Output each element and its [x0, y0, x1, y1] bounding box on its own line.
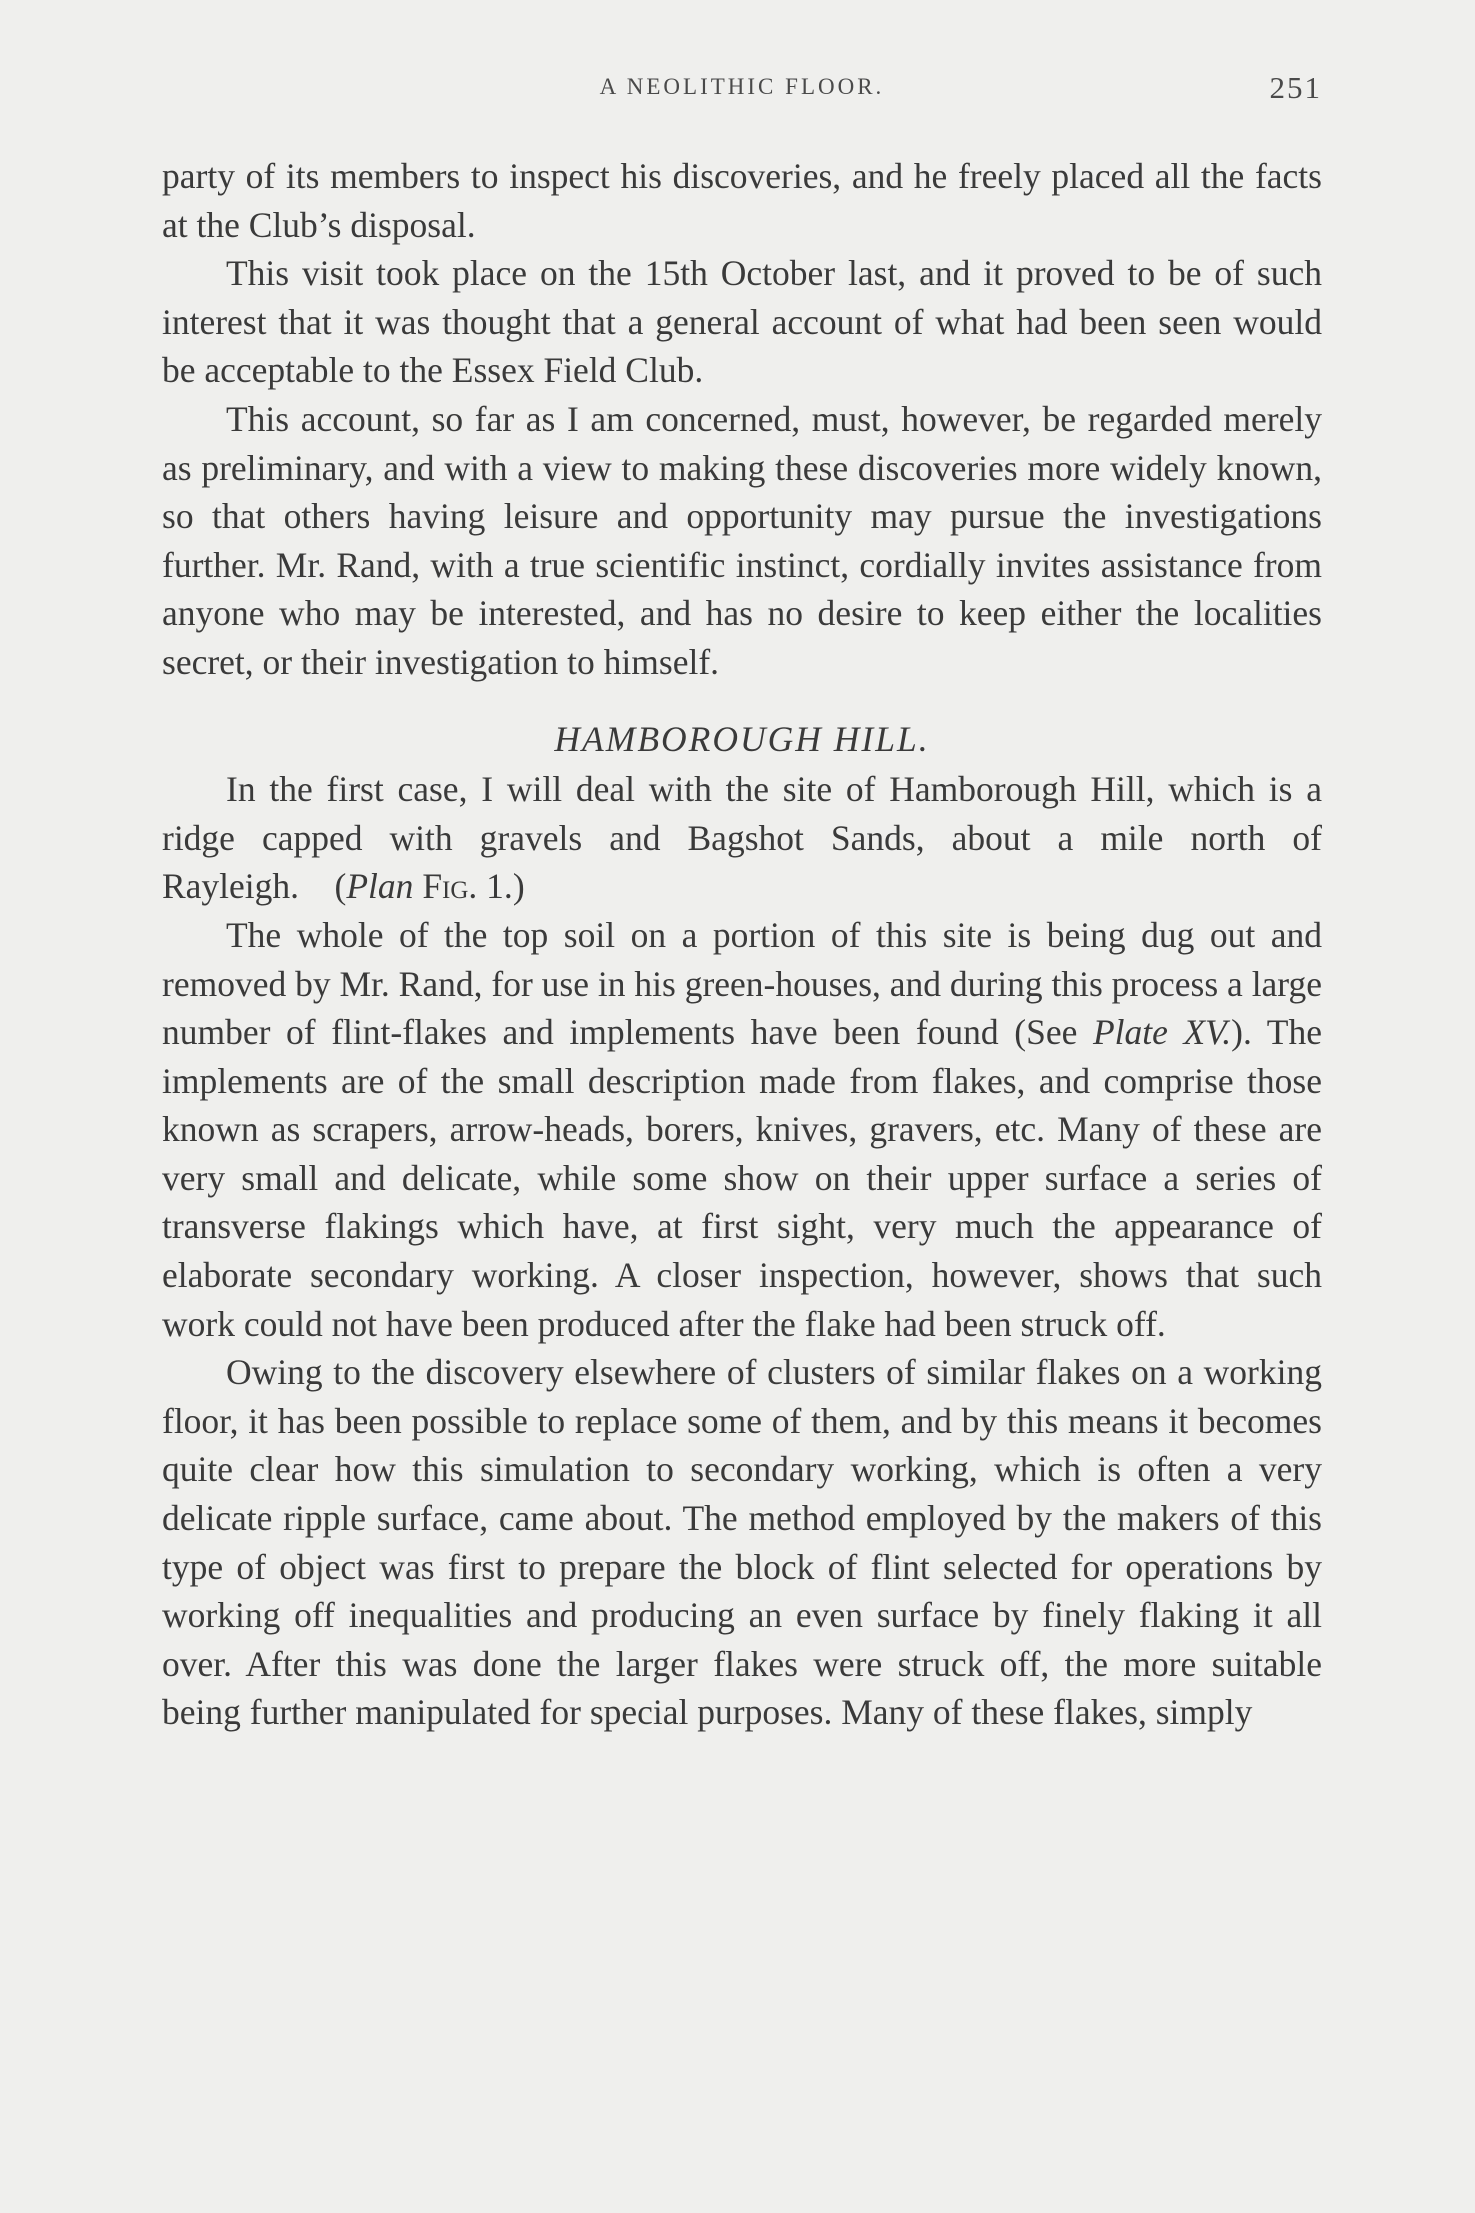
figure-reference: Fig. 1.: [422, 866, 513, 907]
paragraph-implements: [162, 911, 1322, 1348]
plan-close: ): [512, 866, 525, 907]
implements-text-a: The whole of the top soil on a portion of this site is being dug out and removed by Mr. Rand, for use in his green-houses, and during this process a large number of flint-flakes and implements have been found (See: [162, 914, 1322, 1053]
implements-text-b: ). The implements are of the small description made from flakes, and comprise those known as scrapers, arrow-heads, borers, knives, gravers, etc. Many of these are very small and delicate, while some show on their upper surface a series of transverse flakings which have, at first sight, very much the appearance of elaborate secondary working. A closer inspection, however, shows that such work could not have been produced after the flake had been struck off.: [162, 1012, 1322, 1344]
paragraph-site: [162, 765, 1322, 911]
plan-label: Plan: [346, 866, 414, 907]
page-number: 251: [1269, 70, 1322, 105]
paragraph-working-floor: Owing to the discovery elsewhere of clusters of similar flakes on a working floor, it has been possible to replace some of them, and by this means it becomes quite clear how this simulation to secondary working, which is often a very delicate ripple surface, came about. The method employed by the makers of this type of object was first to prepare the block of flint selected for operations by working off inequalities and producing an even surface by finely flaking it all over. After this was done the larger flakes were struck off, the more suitable being further manipulated for special purposes. Many of these flakes, simply: [162, 1352, 1322, 1733]
paragraph-account: This account, so far as I am concerned, must, however, be regarded merely as preliminary, and with a view to making these discoveries more widely known, so that others having leisure and opportunity may pursue the investigations further. Mr. Rand, with a true scientific instinct, cordially invites assistance from anyone who may be interested, and has no desire to keep either the localities secret, or their investigation to himself.: [162, 398, 1322, 682]
paragraph-visit: This visit took place on the 15th October last, and it proved to be of such interest that it was thought that a general account of what had been seen would be acceptable to the Essex Field Club.: [162, 253, 1322, 391]
plan-open: (: [334, 866, 347, 907]
running-title: A NEOLITHIC FLOOR.: [599, 74, 885, 99]
section-heading: HAMBOROUGH HILL.: [554, 718, 930, 759]
running-head: [162, 70, 1322, 110]
paragraph-continuation: party of its members to inspect his discoveries, and he freely placed all the facts at the Club’s disposal.: [162, 156, 1322, 245]
body-text: [162, 152, 1322, 1737]
plate-reference: Plate XV.: [1092, 1012, 1232, 1053]
site-text: In the first case, I will deal with the site of Hamborough Hill, which is a ridge capped with gravels and Bagshot Sands, about a mile north of Rayleigh.: [162, 769, 1322, 907]
